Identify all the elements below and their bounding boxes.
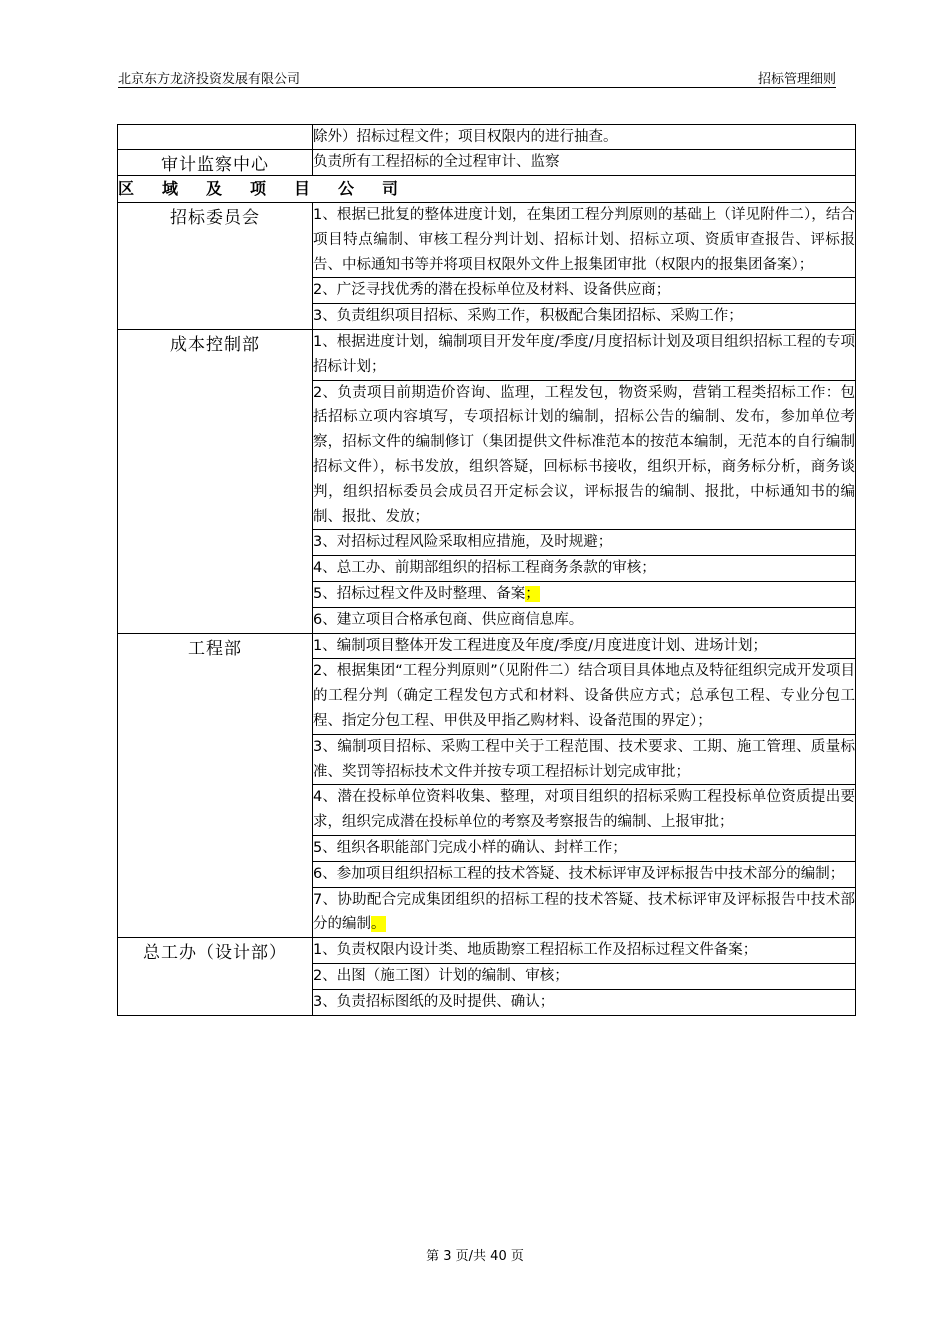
table-row [118, 125, 856, 150]
list-item-text: 7、协助配合完成集团组织的招标工程的技术答疑、技术标评审及评标报告中技术部分的编制 [313, 891, 855, 933]
list-item: 2、出图（施工图）计划的编制、审核； [313, 963, 856, 989]
list-item: 3、负责组织项目招标、采购工作，积极配合集团招标、采购工作； [313, 304, 856, 330]
table-row [118, 176, 856, 203]
list-item: 4、潜在投标单位资料收集、整理，对项目组织的招标采购工程投标单位资质提出要求，组织完成潜在投标单位的考察及考察报告的编制、上报审批； [313, 785, 856, 836]
table-row [118, 203, 856, 278]
page-header [118, 62, 836, 88]
label-bid-committee: 招标委员会 [118, 203, 313, 330]
page-number: 第 3 页/共 40 页 [426, 1249, 524, 1264]
list-item: 1、根据已批复的整体进度计划，在集团工程分判原则的基础上（详见附件二），结合项目特点编制、审核工程分判计划、招标计划、招标立项、资质审查报告、评标报告、中标通知书等并将项目权限外文件上报集团审批（权限内的报集团备案）； [313, 203, 856, 278]
audit-text: 负责所有工程招标的全过程审计、监察 [313, 150, 856, 176]
list-item: 2、负责项目前期造价咨询、监理，工程发包，物资采购，营销工程类招标工作：包括招标立项内容填写，专项招标计划的编制，招标公告的编制、发布，参加单位考察，招标文件的编制修订（集团提供文件标准范本的按范本编制，无范本的自行编制招标文件），标书发放，组织答疑，回标标书接收，组织开标，商务标分析，商务谈判，组织招标委员会成员召开定标会议，评标报告的编制、报批，中标通知书的编制、报批、发放； [313, 380, 856, 530]
document-title: 招标管理细则 [757, 72, 836, 87]
company-name: 北京东方龙济投资发展有限公司 [118, 72, 301, 87]
list-item: 1、编制项目整体开发工程进度及年度/季度/月度进度计划、进场计划； [313, 633, 856, 659]
list-item: 2、根据集团“工程分判原则”（见附件二）结合项目具体地点及特征组织完成开发项目的工程分判（确定工程发包方式和材料、设备供应方式；总承包工程、专业分包工程、指定分包工程、甲供及甲指乙购材料、设备范围的界定）； [313, 659, 856, 734]
table-row [118, 938, 856, 964]
list-item: 3、编制项目招标、采购工程中关于工程范围、技术要求、工期、施工管理、质量标准、奖罚等招标技术文件并按专项工程招标计划完成审批； [313, 734, 856, 785]
list-item: 2、广泛寻找优秀的潜在投标单位及材料、设备供应商； [313, 278, 856, 304]
list-item: 5、组织各职能部门完成小样的确认、封样工作； [313, 835, 856, 861]
label-audit-center: 审计监察中心 [118, 150, 313, 176]
list-item: 1、负责权限内设计类、地质勘察工程招标工作及招标过程文件备案； [313, 938, 856, 964]
label-cost-control: 成本控制部 [118, 329, 313, 633]
table-row [118, 633, 856, 659]
table-row [118, 329, 856, 380]
highlighted-punctuation: ； [525, 585, 540, 602]
highlighted-punctuation: 。 [371, 916, 386, 933]
list-item [313, 887, 856, 938]
list-item: 6、建立项目合格承包商、供应商信息库。 [313, 607, 856, 633]
list-item: 1、根据进度计划，编制项目开发年度/季度/月度招标计划及项目组织招标工程的专项招标计划； [313, 329, 856, 380]
responsibility-table [117, 124, 856, 1016]
region-heading: 区域及项目公司 [118, 176, 856, 203]
list-item [313, 581, 856, 607]
list-item-text: 5、招标过程文件及时整理、备案 [313, 585, 526, 602]
list-item: 3、对招标过程风险采取相应措施，及时规避； [313, 530, 856, 556]
label-cell-empty [118, 125, 313, 150]
header-rule [118, 87, 836, 88]
list-item: 6、参加项目组织招标工程的技术答疑、技术标评审及评标报告中技术部分的编制； [313, 861, 856, 887]
continuation-cell: 除外）招标过程文件；项目权限内的进行抽查。 [313, 125, 856, 150]
label-engineering: 工程部 [118, 633, 313, 938]
label-chief-engineer-office: 总工办（设计部） [118, 938, 313, 1015]
table-row [118, 150, 856, 176]
list-item: 3、负责招标图纸的及时提供、确认； [313, 989, 856, 1015]
list-item: 4、总工办、前期部组织的招标工程商务条款的审核； [313, 556, 856, 582]
